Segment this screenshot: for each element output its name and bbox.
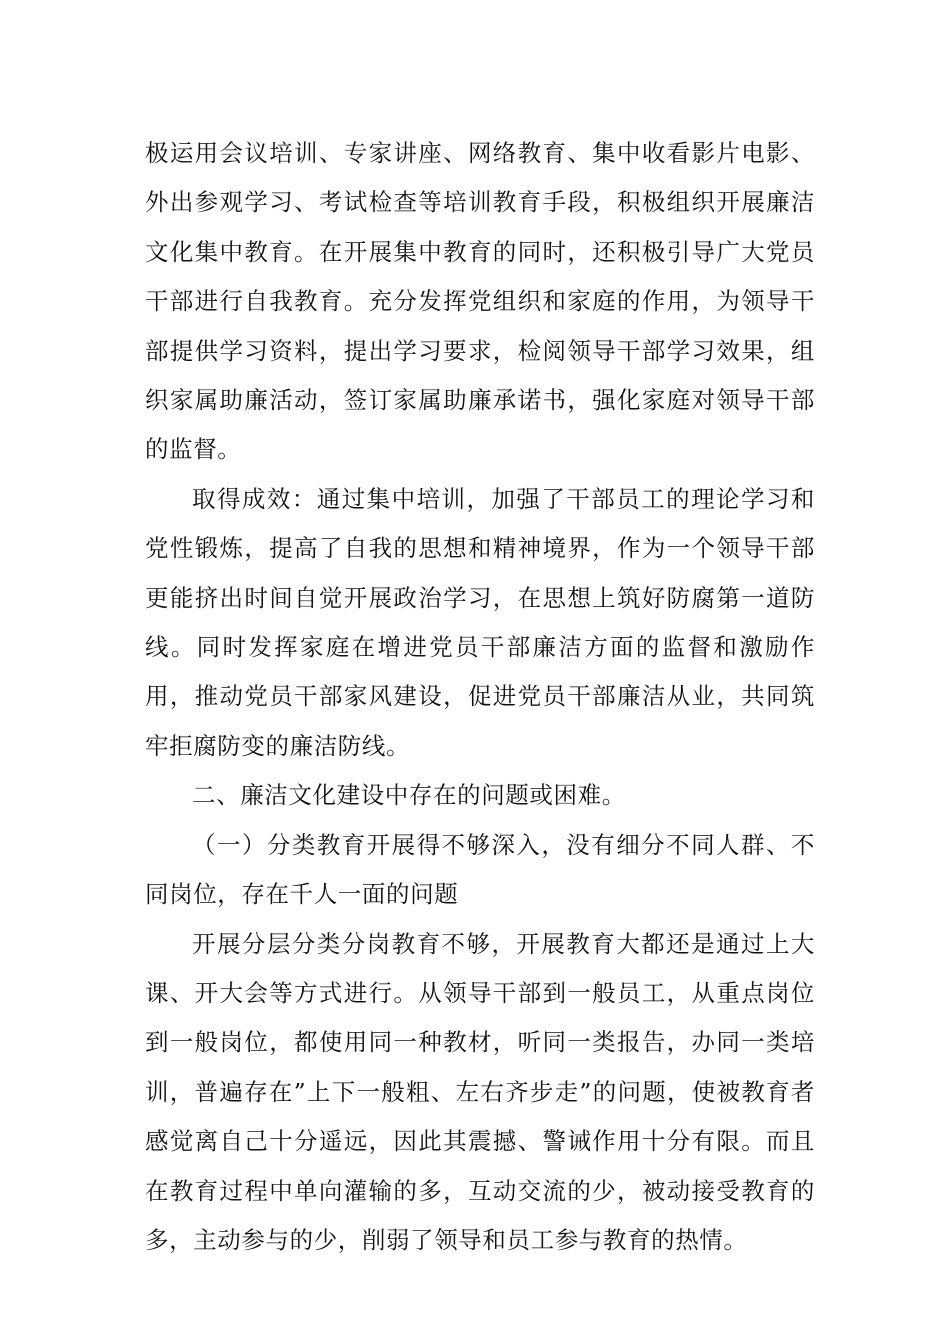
- paragraph-results: 取得成效：通过集中培训，加强了干部员工的理论学习和党性锻炼，提高了自我的思想和精神境界，作为一个领导干部更能挤出时间自觉开展政治学习，在思想上筑好防腐第一道防线。同时发挥家庭在增进党员干部廉洁方面的监督和激励作用，推动党员干部家风建设，促进党员干部廉洁从业，共同筑牢拒腐防变的廉洁防线。: [145, 484, 815, 760]
- section-heading: 二、廉洁文化建设中存在的问题或困难。: [192, 781, 626, 810]
- document-body: [145, 129, 815, 1265]
- paragraph-problem-detail: 开展分层分类分岗教育不够，开展教育大都还是通过上大课、开大会等方式进行。从领导干部到一般员工，从重点岗位到一般岗位，都使用同一种教材，听同一类报告，办同一类培训，普遍存在”上下一般粗、左右齐步走”的问题，使被教育者感觉离自己十分遥远，因此其震撼、警诫作用十分有限。而且在教育过程中单向灌输的多，互动交流的少，被动接受教育的多，主动参与的少，削弱了领导和员工参与教育的热情。: [145, 929, 815, 1254]
- paragraph-continuation: 极运用会议培训、专家讲座、网络教育、集中收看影片电影、外出参观学习、考试检查等培训教育手段，积极组织开展廉洁文化集中教育。在开展集中教育的同时，还积极引导广大党员干部进行自我教育。充分发挥党组织和家庭的作用，为领导干部提供学习资料，提出学习要求，检阅领导干部学习效果，组织家属助廉活动，签订家属助廉承诺书，强化家庭对领导干部的监督。: [145, 139, 815, 464]
- subsection-heading: （一）分类教育开展得不够深入，没有细分不同人群、不同岗位，存在千人一面的问题: [145, 830, 815, 909]
